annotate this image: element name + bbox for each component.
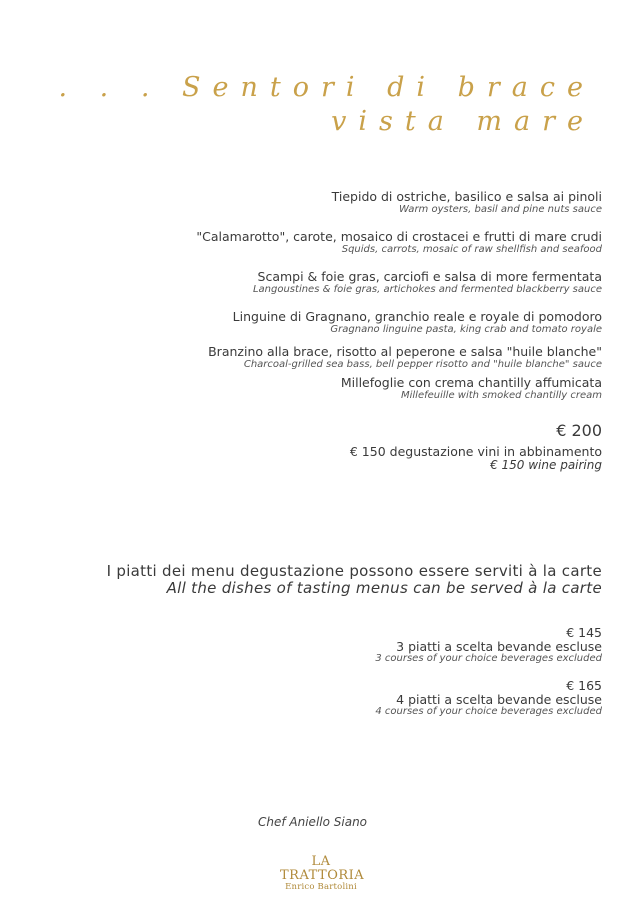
- wine-pairing: [350, 444, 602, 472]
- menu-price: € 200: [556, 421, 602, 440]
- dish-item: [42, 270, 602, 295]
- chef-signature: Chef Aniello Siano: [258, 815, 368, 829]
- dish-item: [42, 190, 602, 215]
- option-price: € 145: [566, 625, 602, 640]
- dish-item: [42, 345, 602, 370]
- wine-pairing-it: € 150 degustazione vini in abbinamento: [349, 444, 602, 459]
- dish-list: [42, 190, 602, 401]
- dish-name-en: Gragnano linguine pasta, king crab and tomato royale: [330, 324, 602, 335]
- dish-name-it: Linguine di Gragnano, granchio reale e royale di pomodoro: [232, 309, 602, 324]
- option-desc-it: 3 piatti a scelta bevande escluse: [396, 639, 602, 654]
- dish-name-en: Warm oysters, basil and pine nuts sauce: [398, 204, 602, 215]
- option-3-courses: [375, 626, 602, 665]
- dish-name-it: Scampi & foie gras, carciofi e salsa di more fermentata: [257, 269, 602, 284]
- dish-item: [42, 376, 602, 401]
- alacarte-note: [107, 563, 602, 597]
- menu-title-line1: . . . Sentori di brace: [58, 72, 595, 103]
- dish-name-en: Squids, carrots, mosaic of raw shellfish and seafood: [341, 244, 602, 255]
- option-desc-en: 3 courses of your choice beverages excluded: [375, 653, 602, 664]
- alacarte-note-it: I piatti dei menu degustazione possono essere serviti à la carte: [106, 562, 602, 580]
- dish-item: [42, 310, 602, 335]
- restaurant-logo: [280, 854, 365, 892]
- dish-name-en: Langoustines & foie gras, artichokes and fermented blackberry sauce: [252, 284, 602, 295]
- option-price: € 165: [566, 678, 602, 693]
- dish-name-en: Millefeuille with smoked chantilly cream: [400, 390, 602, 401]
- dish-name-it: "Calamarotto", carote, mosaico di crostacei e frutti di mare crudi: [196, 229, 602, 244]
- dish-item: [42, 230, 602, 255]
- logo-line1: LA TRATTORIA: [280, 854, 365, 883]
- option-desc-it: 4 piatti a scelta bevande escluse: [396, 692, 602, 707]
- menu-title-line2: vista mare: [331, 106, 595, 137]
- option-4-courses: [375, 679, 602, 718]
- alacarte-note-en: All the dishes of tasting menus can be served à la carte: [166, 579, 602, 597]
- dish-name-it: Millefoglie con crema chantilly affumicata: [340, 375, 602, 390]
- dish-name-it: Branzino alla brace, risotto al peperone e salsa "huile blanche": [208, 344, 602, 359]
- wine-pairing-en: € 150 wine pairing: [490, 458, 602, 472]
- dish-name-en: Charcoal-grilled sea bass, bell pepper risotto and "huile blanche" sauce: [243, 359, 602, 370]
- option-desc-en: 4 courses of your choice beverages excluded: [375, 706, 602, 717]
- dish-name-it: Tiepido di ostriche, basilico e salsa ai pinoli: [331, 189, 602, 204]
- logo-line2: Enrico Bartolini: [285, 882, 357, 892]
